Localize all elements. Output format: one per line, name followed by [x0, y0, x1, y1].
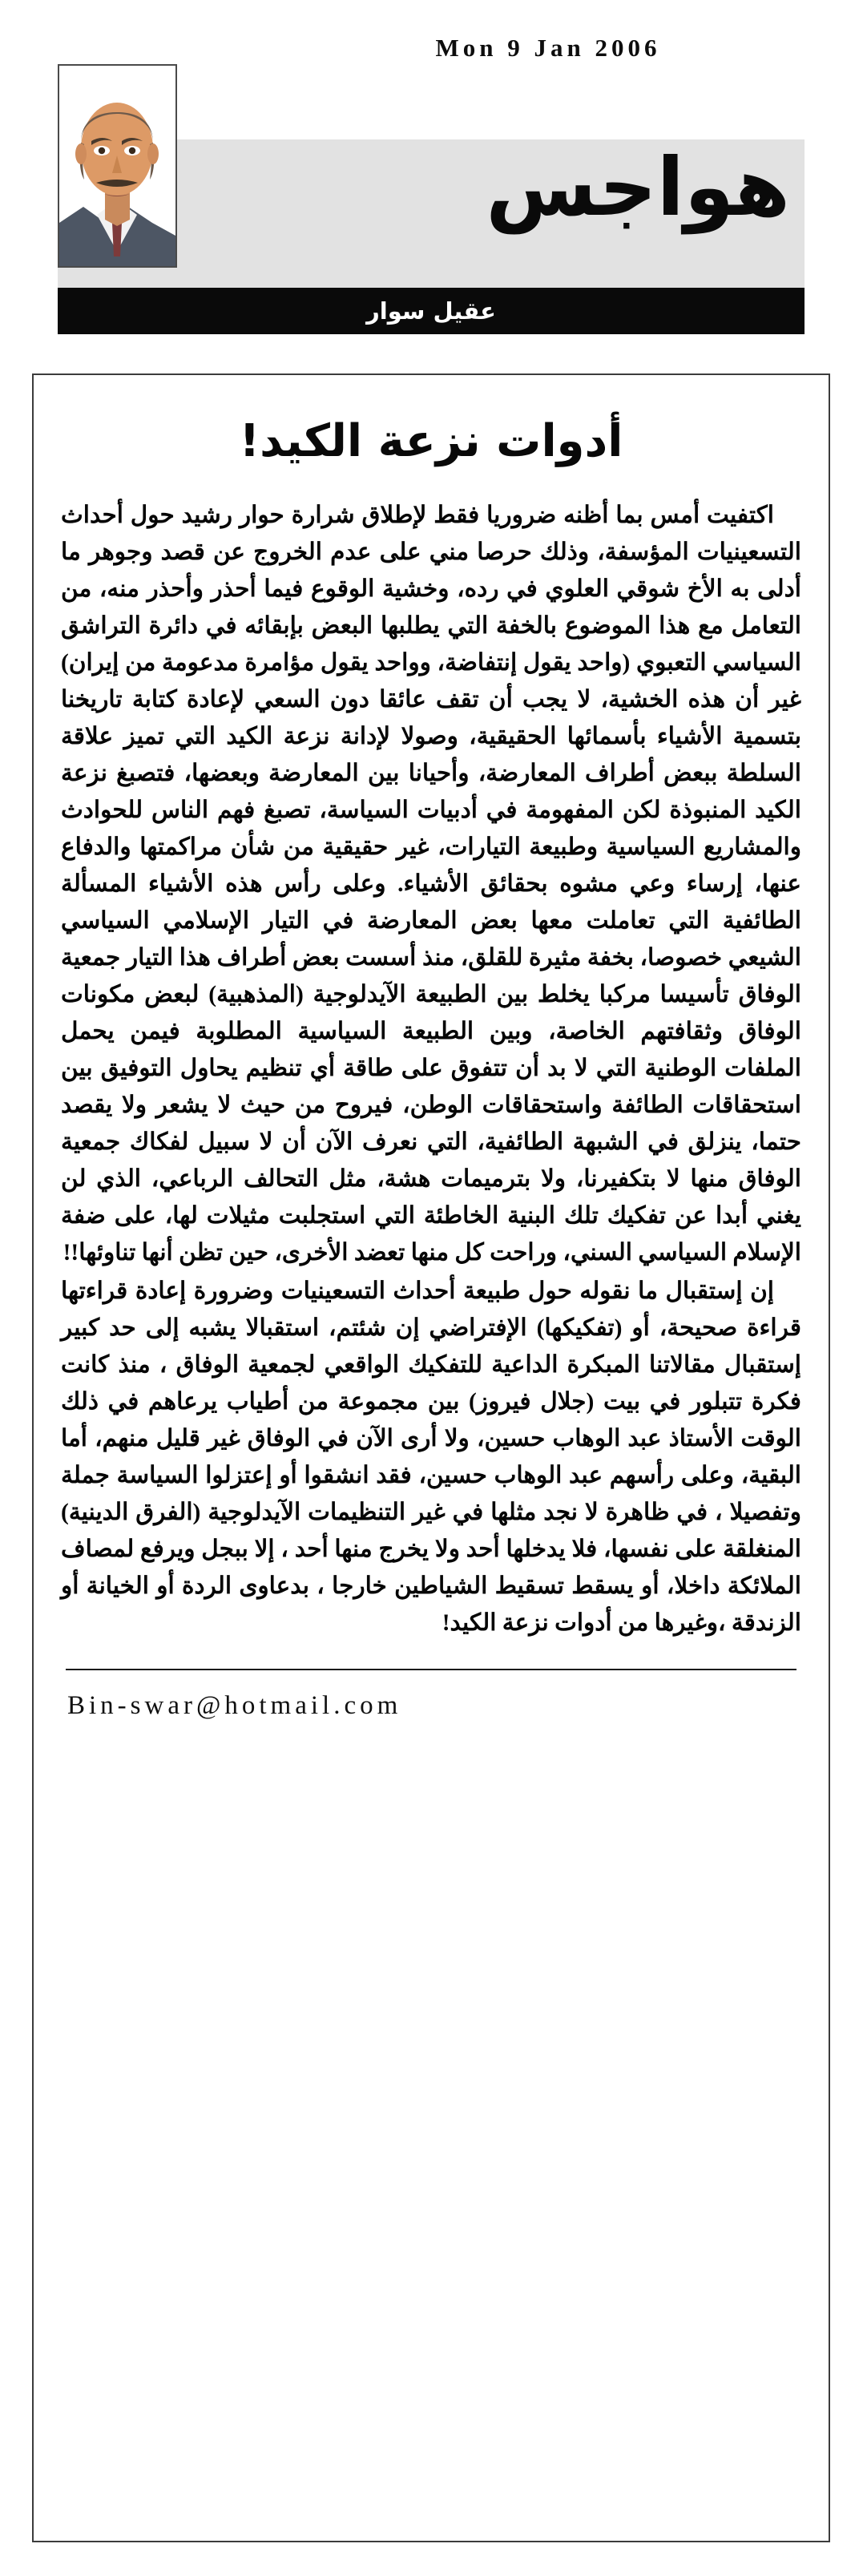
author-name: عقيل سوار	[366, 297, 496, 325]
column-logo-title: هواجس	[486, 140, 790, 234]
footer-divider	[66, 1669, 796, 1670]
publication-date: Mon 9 Jan 2006	[435, 34, 661, 62]
author-email[interactable]: Bin-swar@hotmail.com	[67, 1691, 402, 1720]
article-body	[61, 497, 801, 1641]
article-paragraph: إن إستقبال ما نقوله حول طبيعة أحداث التسعينيات وضرورة إعادة قراءتها قراءة صحيحة، أو (تفكيكها) الإفتراضي إن شئتم، استقبالا يشبه إلى حد كبير إستقبال مقالاتنا المبكرة الداعية للتفكيك الواقعي لجمعية الوفاق ، منذ كانت فكرة تتبلور في بيت (جلال فيروز) بين مجموعة من أطياب يرعاهم في ذلك الوقت الأستاذ عبد الوهاب حسين، ولا أرى الآن في الوفاق غير قليل منهم، أما البقية، وعلى رأسهم عبد الوهاب حسين، فقد انشقوا أو إعتزلوا السياسة جملة وتفصيلا ، في ظاهرة لا نجد مثلها في غير التنظيمات الآيدلوجية (الفرق الدينية) المنغلقة على نفسها، فلا يدخلها أحد ولا يخرج منها أحد ، إلا ببجل ويرفع لمصاف الملائكة داخلا، أو يسقط تسقيط الشياطين خارجا ، بدعاوى الردة أو الخيانة أو الزندقة ،وغيرها من أدوات نزعة الكيد!	[61, 1278, 801, 1636]
article-container	[32, 373, 830, 2542]
masthead	[58, 27, 805, 348]
article-headline: أدوات نزعة الكيد!	[239, 415, 623, 467]
article-paragraph: اكتفيت أمس بما أظنه ضروريا فقط لإطلاق شرارة حوار رشيد حول أحداث التسعينيات المؤسفة، وذلك حرصا مني على عدم الخروج عن قصد وجوهر ما أدلى به الأخ شوقي العلوي في رده، وخشية الوقوع فيما أحذر وأحذر منه، من التعامل مع هذا الموضوع بالخفة التي يطلبها البعض بإبقائه في دائرة التراشق السياسي التعبوي (واحد يقول إنتفاضة، وواحد يقول مؤامرة مدعومة من إيران) غير أن هذه الخشية، لا يجب أن تقف عائقا دون السعي لإعادة كتابة تاريخنا بتسمية الأشياء بأسمائها الحقيقية، وصولا لإدانة نزعة الكيد التي تميز علاقة السلطة ببعض أطراف المعارضة، وأحيانا بين المعارضة وبعضها، فتصبغ نزعة الكيد المنبوذة لكن المفهومة في أدبيات السياسة، تصبغ فهم الناس للحوادث والمشاريع السياسية وطبيعة التيارات، غير حقيقية من شأن مراكمتها والدفاع عنها، إرساء وعي مشوه بحقائق الأشياء. وعلى رأس هذه الأشياء المسألة الطائفية التي تعاملت معها بعض المعارضة في التيار الإسلامي السياسي الشيعي خصوصا، بخفة مثيرة للقلق، منذ أسست بعض أطراف هذا التيار جمعية الوفاق تأسيسا مركبا يخلط بين الطبيعة الآيدلوجية (المذهبية) لبعض مكونات الوفاق وثقافتهم الخاصة، وبين الطبيعة السياسية المطلوبة فيمن يحمل الملفات الوطنية التي لا بد أن تتفوق على طاقة أي تنظيم يحاول التوفيق بين استحقاقات الطائفة واستحقاقات الوطن، فيروح من حيث لا يشعر ولا يقصد حتما، ينزلق في الشبهة الطائفية، التي نعرف الآن أن لا سبيل لفكاك جمعية الوفاق منها لا بتكفيرنا، ولا بترميمات هشة، مثل التحالف الرباعي، الذي لن يغني أبدا عن تفكيك تلك البنية الخاطئة التي استجلبت مثيلات لها، على ضفة الإسلام السياسي السني، وراحت كل منها تعضد الأخرى، حين تظن أنها تناوئها!!	[61, 503, 801, 1266]
author-portrait	[58, 64, 177, 268]
author-byline-bar	[58, 288, 805, 334]
author-portrait-image	[59, 66, 175, 266]
